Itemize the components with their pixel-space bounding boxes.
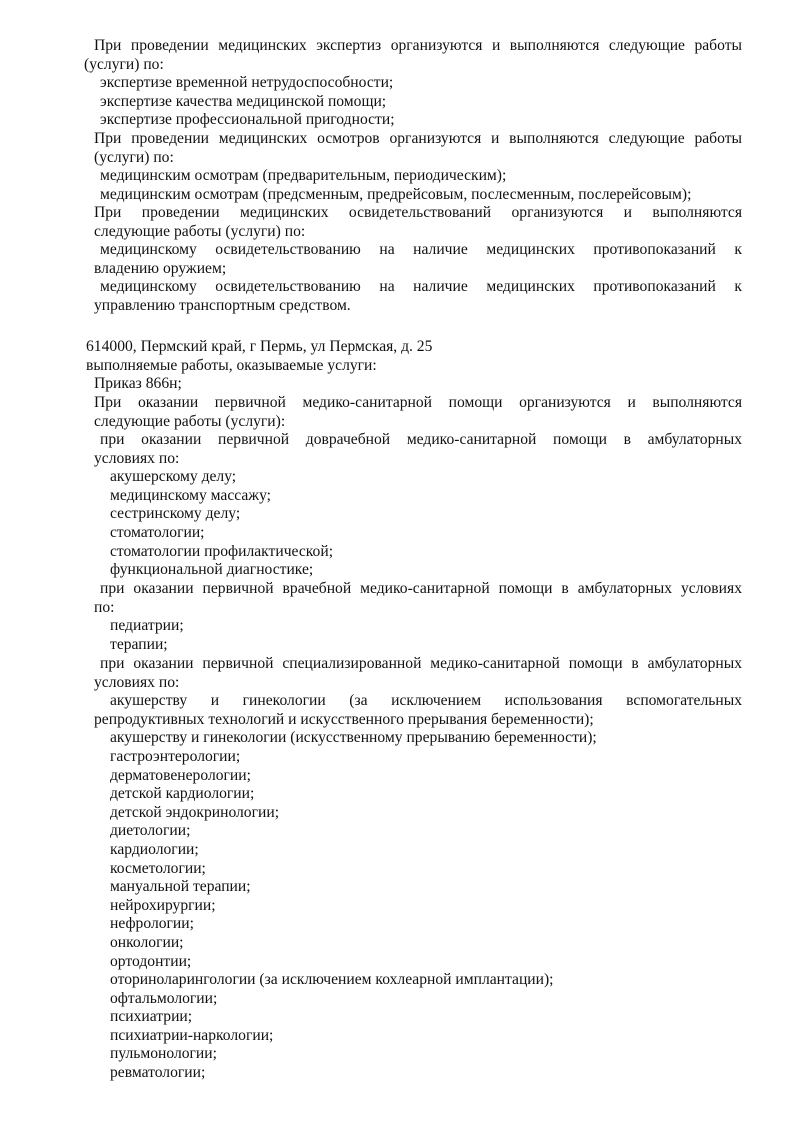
specialized-item: пульмонологии; bbox=[110, 1045, 217, 1063]
premedical-intro-line-1: при оказании первичной доврачебной медико-санитарной помощи в амбулаторных bbox=[100, 431, 742, 448]
specialized-item: офтальмологии; bbox=[110, 989, 218, 1007]
specialized-item: детской кардиологии; bbox=[110, 785, 255, 803]
specialized-item: детской эндокринологии; bbox=[110, 803, 280, 821]
primary-care-intro-line-2: следующие работы (услуги): bbox=[94, 412, 286, 430]
certifications-item-vehicles-line-1: медицинскому освидетельствованию на наличие медицинских противопоказаний к bbox=[100, 278, 742, 296]
specialized-item: онкологии; bbox=[110, 933, 184, 951]
specialized-item: психиатрии-наркологии; bbox=[110, 1026, 274, 1044]
specialized-item-obstetrics-line-1: акушерству и гинекологии (за исключением использования вспомогательных bbox=[110, 692, 742, 710]
certifications-item-weapons-line-1: медицинскому освидетельствованию на наличие медицинских противопоказаний к bbox=[100, 241, 742, 259]
specialized-item-obstetrics-line-2: репродуктивных технологий и искусственного прерывания беременности); bbox=[94, 710, 594, 728]
specialized-item: дерматовенерологии; bbox=[110, 766, 251, 784]
order-reference: Приказ 866н; bbox=[94, 375, 182, 393]
specialized-item: нефрологии; bbox=[110, 915, 194, 933]
works-heading: выполняемые работы, оказываемые услуги: bbox=[86, 356, 377, 374]
examinations-item: медицинским осмотрам (предсменным, предрейсовым, послесменным, послерейсовым); bbox=[100, 185, 692, 203]
certifications-item-vehicles-line-2: управлению транспортным средством. bbox=[94, 296, 351, 314]
examinations-intro-line-2: (услуги) по: bbox=[94, 148, 174, 166]
specialized-intro-line-1: при оказании первичной специализированной медико-санитарной помощи в амбулаторных bbox=[100, 655, 742, 672]
primary-care-intro-line-1: При оказании первичной медико-санитарной помощи организуются и выполняются bbox=[94, 394, 742, 411]
expertise-item: экспертизе профессиональной пригодности; bbox=[100, 111, 395, 129]
premedical-item: сестринскому делу; bbox=[110, 505, 241, 523]
specialized-item: кардиологии; bbox=[110, 840, 199, 858]
physician-item: терапии; bbox=[110, 635, 168, 653]
physician-item: педиатрии; bbox=[110, 617, 184, 635]
address-line: 614000, Пермский край, г Пермь, ул Пермская, д. 25 bbox=[86, 338, 433, 355]
premedical-intro-line-2: условиях по: bbox=[94, 449, 180, 467]
physician-section bbox=[94, 580, 742, 654]
specialized-item: психиатрии; bbox=[110, 1008, 193, 1026]
primary-care-section bbox=[94, 394, 742, 431]
premedical-item: стоматологии профилактической; bbox=[110, 542, 334, 560]
certifications-intro-line-2: следующие работы (услуги) по: bbox=[94, 222, 306, 240]
physician-intro-line-1: при оказании первичной врачебной медико-санитарной помощи в амбулаторных условиях bbox=[100, 580, 742, 597]
premedical-section bbox=[94, 431, 742, 580]
address-section bbox=[86, 338, 734, 394]
expertise-item: экспертизе качества медицинской помощи; bbox=[100, 92, 387, 110]
premedical-item: медицинскому массажу; bbox=[110, 486, 272, 504]
specialized-item: гастроэнтерологии; bbox=[110, 747, 241, 765]
certifications-item-weapons-line-2: владению оружием; bbox=[94, 259, 227, 277]
physician-intro-line-2: по: bbox=[94, 598, 115, 616]
specialized-item: диетологии; bbox=[110, 822, 191, 840]
premedical-item: акушерскому делу; bbox=[110, 468, 237, 486]
specialized-item: ревматологии; bbox=[110, 1064, 206, 1082]
expertise-intro-line-2: (услуги) по: bbox=[84, 55, 164, 73]
premedical-item: стоматологии; bbox=[110, 523, 205, 541]
expertise-section bbox=[84, 37, 742, 130]
examinations-section bbox=[94, 130, 742, 204]
examinations-item: медицинским осмотрам (предварительным, периодическим); bbox=[100, 167, 507, 185]
expertise-item: экспертизе временной нетрудоспособности; bbox=[100, 74, 394, 92]
specialized-item: ортодонтии; bbox=[110, 952, 192, 970]
specialized-section bbox=[94, 655, 742, 1083]
specialized-item: оториноларингологии (за исключением кохлеарной имплантации); bbox=[110, 971, 554, 989]
examinations-intro-line-1: При проведении медицинских осмотров организуются и выполняются следующие работы bbox=[94, 130, 742, 147]
specialized-item: нейрохирургии; bbox=[110, 896, 216, 914]
specialized-item: косметологии; bbox=[110, 859, 206, 877]
premedical-item: функциональной диагностике; bbox=[110, 561, 314, 579]
specialized-intro-line-2: условиях по: bbox=[94, 673, 180, 691]
certifications-intro-line-1: При проведении медицинских освидетельствований организуются и выполняются bbox=[94, 204, 742, 221]
specialized-item: мануальной терапии; bbox=[110, 878, 251, 896]
specialized-item: акушерству и гинекологии (искусственному прерыванию беременности); bbox=[110, 729, 597, 747]
expertise-intro-line-1: При проведении медицинских экспертиз организуются и выполняются следующие работы bbox=[94, 37, 742, 54]
certifications-section bbox=[94, 204, 742, 316]
